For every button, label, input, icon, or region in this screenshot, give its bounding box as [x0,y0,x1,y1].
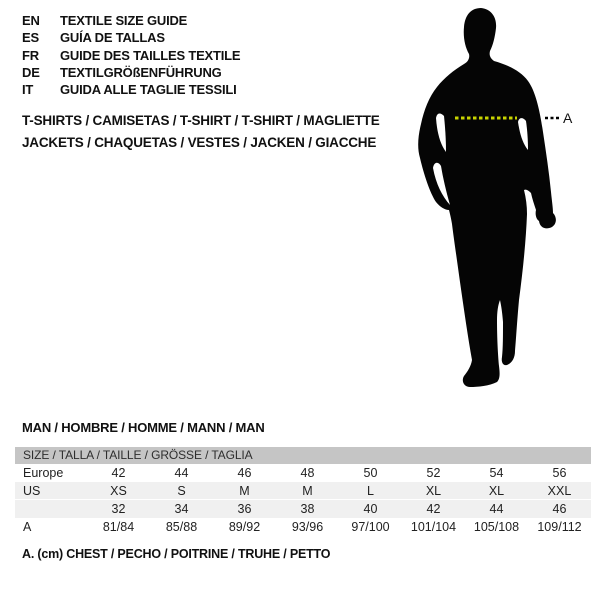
table-row-numeric [15,500,591,518]
size-value: 36 [237,502,252,516]
garment-types [22,110,380,154]
size-value: 109/112 [537,520,582,534]
size-value: 101/104 [410,520,457,534]
row-label: A [23,520,32,534]
language-row-it [22,81,240,98]
language-code: FR [22,47,39,63]
language-row-es [22,29,240,46]
language-code: IT [22,82,34,98]
size-value: 52 [426,466,441,480]
language-label: GUIDE DES TAILLES TEXTILE [60,47,241,63]
size-value: S [177,484,186,498]
measurement-footnote: A. (cm) CHEST / PECHO / POITRINE / TRUHE / PETTO [22,547,331,561]
size-value: 89/92 [228,520,261,534]
size-value: XL [488,484,505,498]
size-value: 93/96 [291,520,324,534]
size-value: 44 [174,466,189,480]
language-label: GUÍA DE TALLAS [60,30,165,46]
language-row-de [22,64,240,81]
row-label [15,500,87,518]
size-value: 46 [237,466,252,480]
size-value: 81/84 [102,520,135,534]
chest-measure-label: A [563,110,573,126]
man-figure [400,0,600,400]
size-value: 40 [363,502,378,516]
size-value: 38 [300,502,315,516]
size-value: XXL [547,484,572,498]
size-value: 56 [552,466,567,480]
size-value: 97/100 [351,520,390,534]
size-table [15,447,591,536]
size-value: 46 [552,502,567,516]
size-value: M [302,484,313,498]
size-value: L [367,484,374,498]
size-value: M [239,484,250,498]
language-row-en [22,12,240,29]
size-value: 32 [111,502,126,516]
size-value: 48 [300,466,315,480]
language-list [22,12,240,98]
table-row-chest [15,518,591,536]
size-value: 85/88 [165,520,198,534]
size-value: 34 [174,502,189,516]
language-label: TEXTILGRÖßENFÜHRUNG [60,65,222,81]
size-value: 105/108 [473,520,520,534]
row-label: Europe [23,466,64,480]
size-value: 42 [111,466,126,480]
garment-line-tshirts: T-SHIRTS / CAMISETAS / T-SHIRT / T-SHIRT / MAGLIETTE [22,113,380,128]
size-table-header: SIZE / TALLA / TAILLE / GRÖSSE / TAGLIA [15,447,591,464]
size-value: 50 [363,466,378,480]
language-code: DE [22,65,40,81]
garment-line-jackets: JACKETS / CHAQUETAS / VESTES / JACKEN / GIACCHE [22,135,377,150]
man-silhouette [418,8,556,387]
language-code: ES [22,30,39,46]
table-row-europe [15,464,591,482]
section-title-man: MAN / HOMBRE / HOMME / MANN / MAN [22,420,265,435]
language-label: TEXTILE SIZE GUIDE [60,13,188,29]
size-value: 42 [426,502,441,516]
size-value: XL [425,484,442,498]
size-value: 54 [489,466,504,480]
man-silhouette-svg [400,0,600,400]
row-label: US [23,484,41,498]
language-row-fr [22,47,240,64]
language-label: GUIDA ALLE TAGLIE TESSILI [60,82,237,98]
table-row-us [15,482,591,500]
size-value: 44 [489,502,504,516]
language-code: EN [22,13,40,29]
size-value: XS [110,484,127,498]
